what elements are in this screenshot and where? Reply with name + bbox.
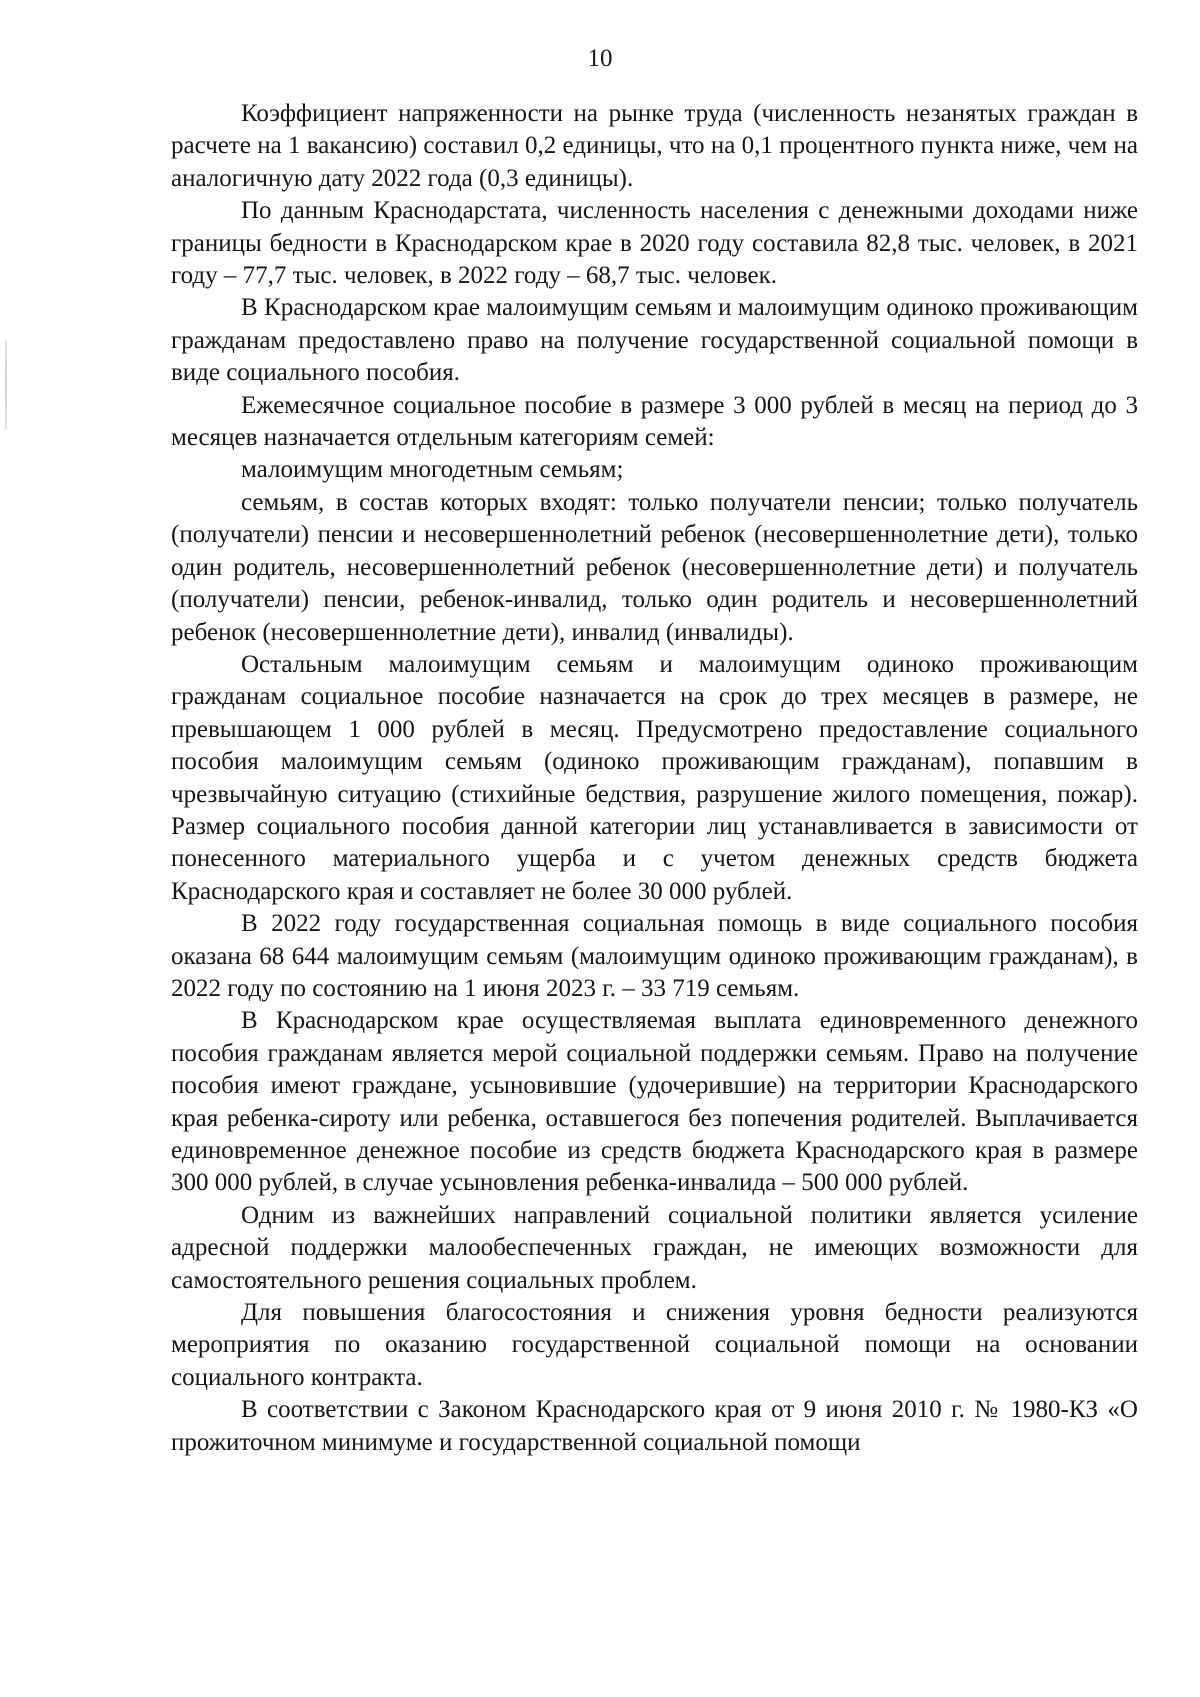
page-number: 10 [587, 45, 613, 72]
document-body [171, 98, 1138, 1459]
paragraph-labor-tension: Коэффициент напряженности на рынке труда (численность незанятых граждан в расчете на 1 вакансию) составил 0,2 единицы, что на 0,1 процентного пункта ниже, чем на аналогичную дату 2022 года (0,3 единицы). [171, 100, 1138, 192]
paragraph-social-benefit-right: В Краснодарском крае малоимущим семьям и малоимущим одиноко проживающим гражданам предоставлено право на получение государственной социальной помощи в виде социального пособия. [171, 294, 1138, 387]
scan-edge-mark [5, 340, 7, 430]
paragraph-social-contract: Для повышения благосостояния и снижения уровня бедности реализуются мероприятия по оказанию государственной социальной помощи на основании социального контракта. [171, 1299, 1138, 1391]
paragraph-adoption-benefit: В Краснодарском крае осуществляемая выплата единовременного денежного пособия гражданам является мерой социальной поддержки семьям. Право на получение пособия имеют граждане, усыновившие (удочерившие) на территории Краснодарского края ребенка-сироту или ребенка, оставшегося без попечения родителей. Выплачивается единовременное денежное пособие из средств бюджета Краснодарского края в размере 300 000 рублей, в случае усыновления ребенка-инвалида – 500 000 рублей. [171, 1007, 1138, 1197]
paragraph-family-categories: семьям, в состав которых входят: только получатели пенсии; только получатель (получатели) пенсии и несовершеннолетний ребенок (несовершеннолетние дети), только один родитель, несовершеннолетний ребенок (несовершеннолетние дети) и получатель (получатели) пенсии, ребенок-инвалид, только один родитель и несовершеннолетний ребенок (несовершеннолетние дети), инвалид (инвалиды). [171, 488, 1138, 646]
paragraph-targeted-support: Одним из важнейших направлений социальной политики является усиление адресной поддержки малообеспеченных граждан, не имеющих возможности для самостоятельного решения социальных проблем. [171, 1201, 1138, 1294]
paragraph-large-families: малоимущим многодетным семьям; [241, 456, 624, 484]
paragraph-other-families: Остальным малоимущим семьям и малоимущим одиноко проживающим гражданам социальное пособие назначается на срок до трех месяцев в размере, не превышающем 1 000 рублей в месяц. Предусмотрено предоставление социального пособия малоимущим семьям (одиноко проживающим гражданам), попавшим в чрезвычайную ситуацию (стихийные бедствия, разрушение жилого помещения, пожар). Размер социального пособия данной категории лиц устанавливается в зависимости от понесенного материального ущерба и с учетом денежных средств бюджета Краснодарского края и составляет не более 30 000 рублей. [171, 650, 1138, 905]
paragraph-2022-assistance: В 2022 году государственная социальная помощь в виде социального пособия оказана 68 644 малоимущим семьям (малоимущим одиноко проживающим гражданам), в 2022 году по состоянию на 1 июня 2023 г. – 33 719 семьям. [171, 910, 1138, 1002]
paragraph-law-reference: В соответствии с Законом Краснодарского края от 9 июня 2010 г. № 1980-КЗ «О прожиточном минимуме и государственной социальной помощи [171, 1396, 1138, 1456]
paragraph-poverty-statistics: По данным Краснодарстата, численность населения с денежными доходами ниже границы бедности в Краснодарском крае в 2020 году составила 82,8 тыс. человек, в 2021 году – 77,7 тыс. человек, в 2022 году – 68,7 тыс. человек. [171, 197, 1138, 290]
paragraph-monthly-benefit: Ежемесячное социальное пособие в размере 3 000 рублей в месяц на период до 3 месяцев назначается отдельным категориям семей: [171, 391, 1138, 452]
